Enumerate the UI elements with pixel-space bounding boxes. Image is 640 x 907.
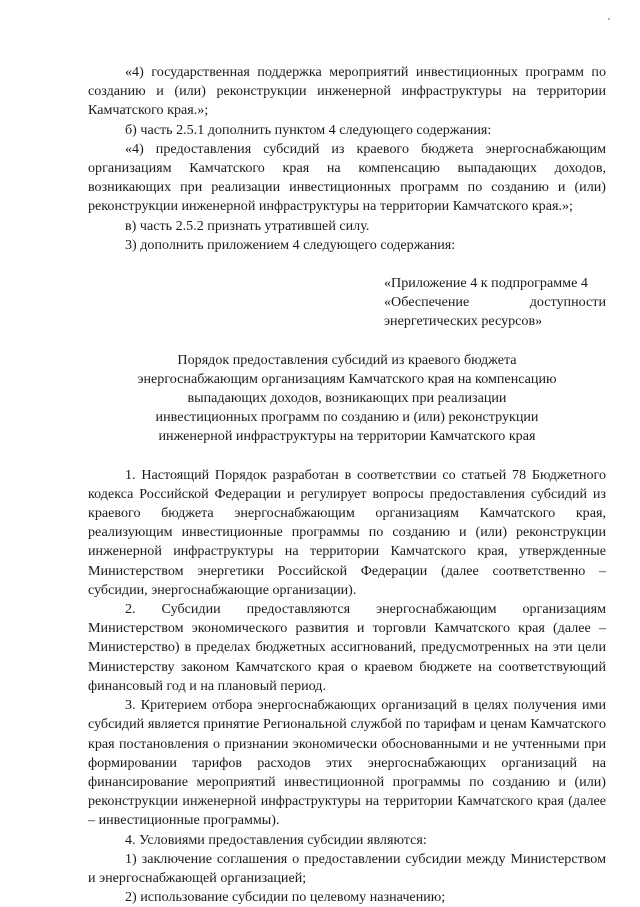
clause-3: 3. Критерием отбора энергоснабжающих организаций в целях получения ими субсидий является принятие Региональной службой по тарифам и ценам Камчатского края постановления о признании экономически обоснованными и не учтенными при формировании тарифов расходов этих энергоснабжающих организаций на финансирование мероприятий инвестиционной программы по созданию и (или) реконструкции инженерной инфраструктуры на территории Камчатского края (далее – инвестиционные программы). xyxy=(88,697,606,829)
paragraph-state-support: «4) государственная поддержка мероприятий инвестиционных программ по созданию и (или) реконструкции инженерной инфраструктуры на территории Камчатского края.»; xyxy=(88,64,606,119)
paragraph-part-2-5-2: в) часть 2.5.2 признать утратившей силу. xyxy=(125,217,370,234)
clause-1: 1. Настоящий Порядок разработан в соответствии со статьей 78 Бюджетного кодекса Российской Федерации и регулирует вопросы предоставления субсидий из краевого бюджета энергоснабжающим организациям Камчатского края, реализующим инвестиционные программы по созданию и (или) реконструкции инженерной инфраструктуры на территории Камчатского края, утвержденные Министерством энергетики Российской Федерации (далее соответственно – субсидии, энергоснабжающие организации). xyxy=(88,466,606,598)
appendix-line-1: «Приложение 4 к подпрограмме 4 xyxy=(384,275,588,292)
paragraph-part-2-5-1: б) часть 2.5.1 дополнить пунктом 4 следующего содержания: xyxy=(125,121,492,138)
document-body xyxy=(88,63,606,907)
procedure-title: Порядок предоставления субсидий из краевого бюджета энергоснабжающим организациям Камчатского края на компенсацию выпадающих доходов, возникающих при реализации инвестиционных программ по созданию и (или) реконструкции инженерной инфраструктуры на территории Камчатского края xyxy=(137,351,557,445)
clause-4-item-2: 2) использование субсидии по целевому назначению; xyxy=(125,889,446,906)
spacer xyxy=(88,332,606,351)
paragraph-add-appendix-4: 3) дополнить приложением 4 следующего содержания: xyxy=(125,236,456,253)
clause-2: 2. Субсидии предоставляются энергоснабжающим организациям Министерством экономического развития и торговли Камчатского края (далее – Министерство) в пределах бюджетных ассигнований, предусмотренных на эти цели Министерству законом Камчатского края о краевом бюджете на соответствующий финансовый год и на плановый период. xyxy=(88,601,606,694)
procedure-title-block xyxy=(137,351,557,447)
clause-4-item-1: 1) заключение соглашения о предоставлении субсидии между Министерством и энергоснабжающей организацией; xyxy=(88,850,606,886)
clause-4: 4. Условиями предоставления субсидии являются: xyxy=(125,831,427,848)
spacer xyxy=(88,447,606,466)
appendix-line-2: «Обеспечение доступности энергетических ресурсов» xyxy=(384,294,606,330)
appendix-header xyxy=(384,274,606,332)
spacer xyxy=(88,255,606,274)
paragraph-subsidies-item-4: «4) предоставления субсидий из краевого бюджета энергоснабжающим организациям Камчатского края на компенсацию выпадающих доходов, возникающих при реализации инвестиционных программ по созданию и (или) реконструкции инженерной инфраструктуры на территории Камчатского края.»; xyxy=(88,140,606,215)
scan-dot xyxy=(608,18,610,20)
